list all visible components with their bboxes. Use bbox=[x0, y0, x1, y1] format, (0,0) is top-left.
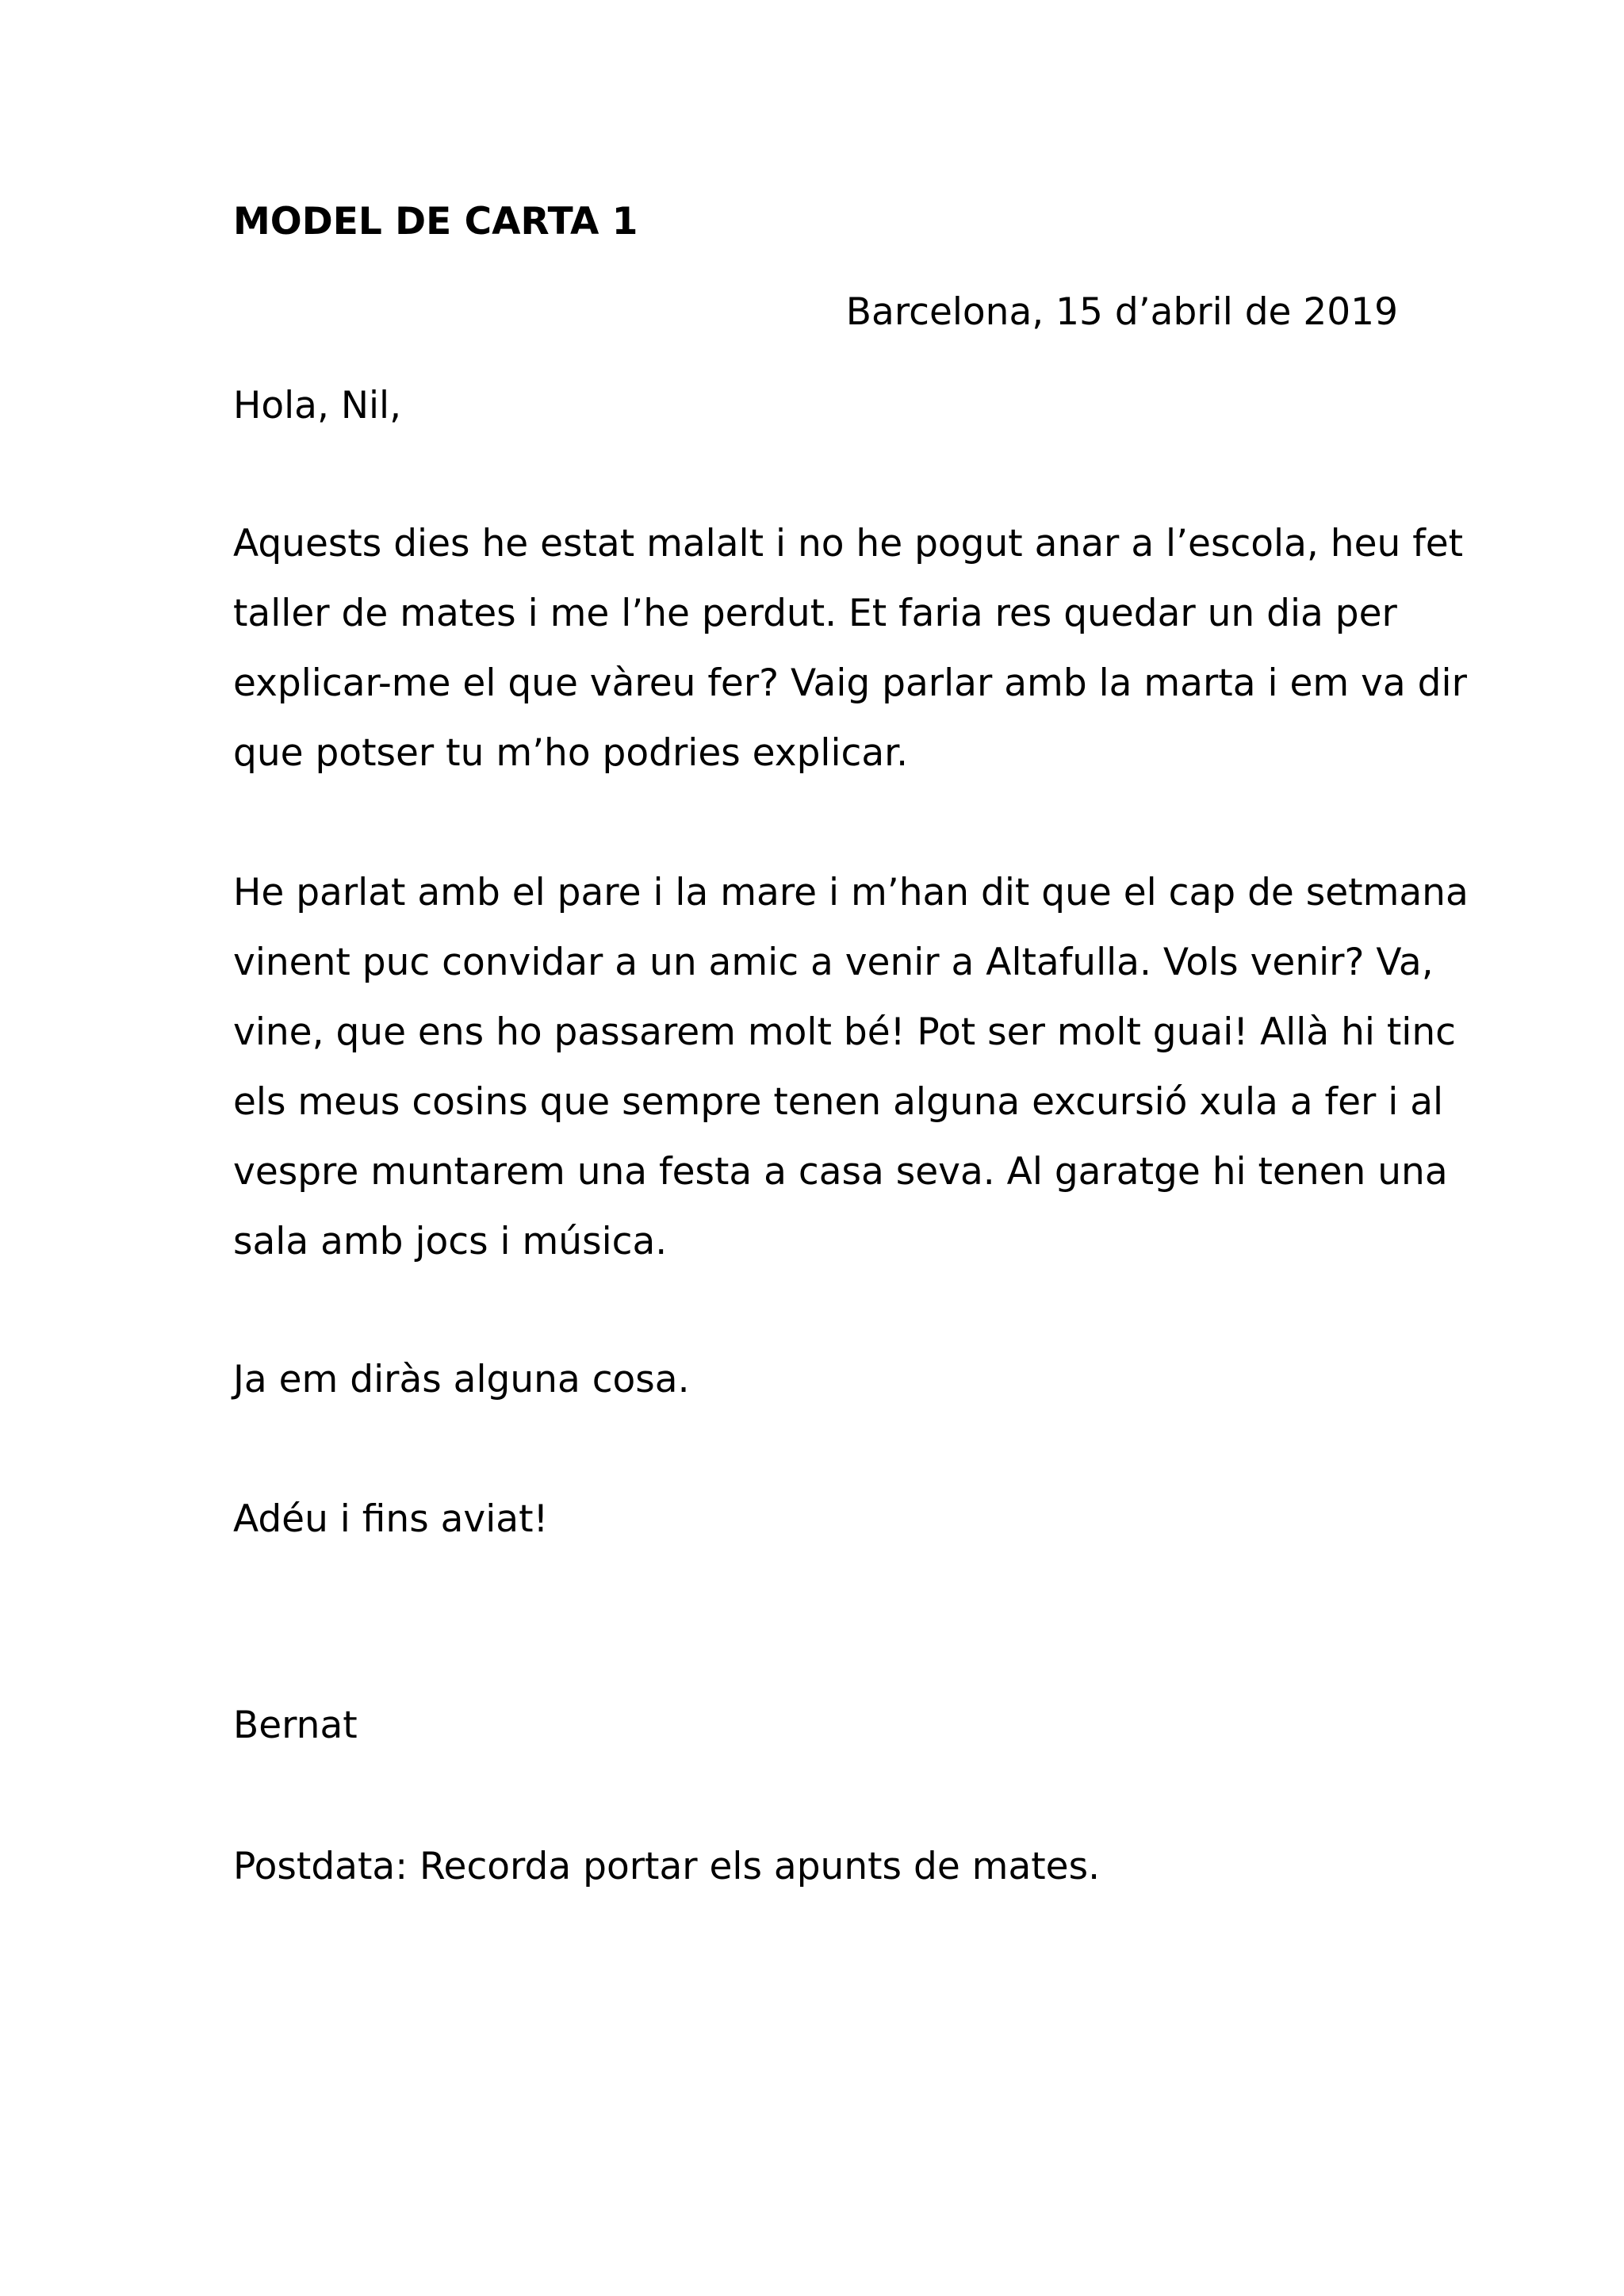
paragraph-line: Aquests dies he estat malalt i no he pogut anar a l’escola, heu fet bbox=[233, 522, 1464, 565]
paragraph-line: taller de mates i me l’he perdut. Et faria res quedar un dia per bbox=[233, 592, 1397, 635]
paragraph-1 bbox=[233, 509, 1467, 788]
paragraph-line: vine, que ens ho passarem molt bé! Pot ser molt guai! Allà hi tinc bbox=[233, 1010, 1456, 1054]
paragraph-line: explicar-me el que vàreu fer? Vaig parlar amb la marta i em va dir bbox=[233, 661, 1467, 705]
date-line: Barcelona, 15 d’abril de 2019 bbox=[845, 290, 1398, 334]
paragraph-line: els meus cosins que sempre tenen alguna excursió xula a fer i al bbox=[233, 1080, 1444, 1124]
paragraph-line: He parlat amb el pare i la mare i m’han dit que el cap de setmana bbox=[233, 871, 1469, 914]
paragraph-line: que potser tu m’ho podries explicar. bbox=[233, 731, 909, 775]
greeting: Hola, Nil, bbox=[233, 384, 402, 427]
closing-line-1: Ja em diràs alguna cosa. bbox=[233, 1358, 690, 1401]
closing-line-2: Adéu i fins aviat! bbox=[233, 1497, 549, 1541]
paragraph-line: vinent puc convidar a un amic a venir a Altafulla. Vols venir? Va, bbox=[233, 941, 1434, 984]
signature: Bernat bbox=[233, 1704, 358, 1747]
paragraph-line: vespre muntarem una festa a casa seva. Al garatge hi tenen una bbox=[233, 1150, 1448, 1194]
postscript: Postdata: Recorda portar els apunts de mates. bbox=[233, 1845, 1101, 1888]
document-title: MODEL DE CARTA 1 bbox=[233, 200, 638, 243]
paragraph-line: sala amb jocs i música. bbox=[233, 1220, 668, 1263]
paragraph-2 bbox=[233, 858, 1469, 1277]
